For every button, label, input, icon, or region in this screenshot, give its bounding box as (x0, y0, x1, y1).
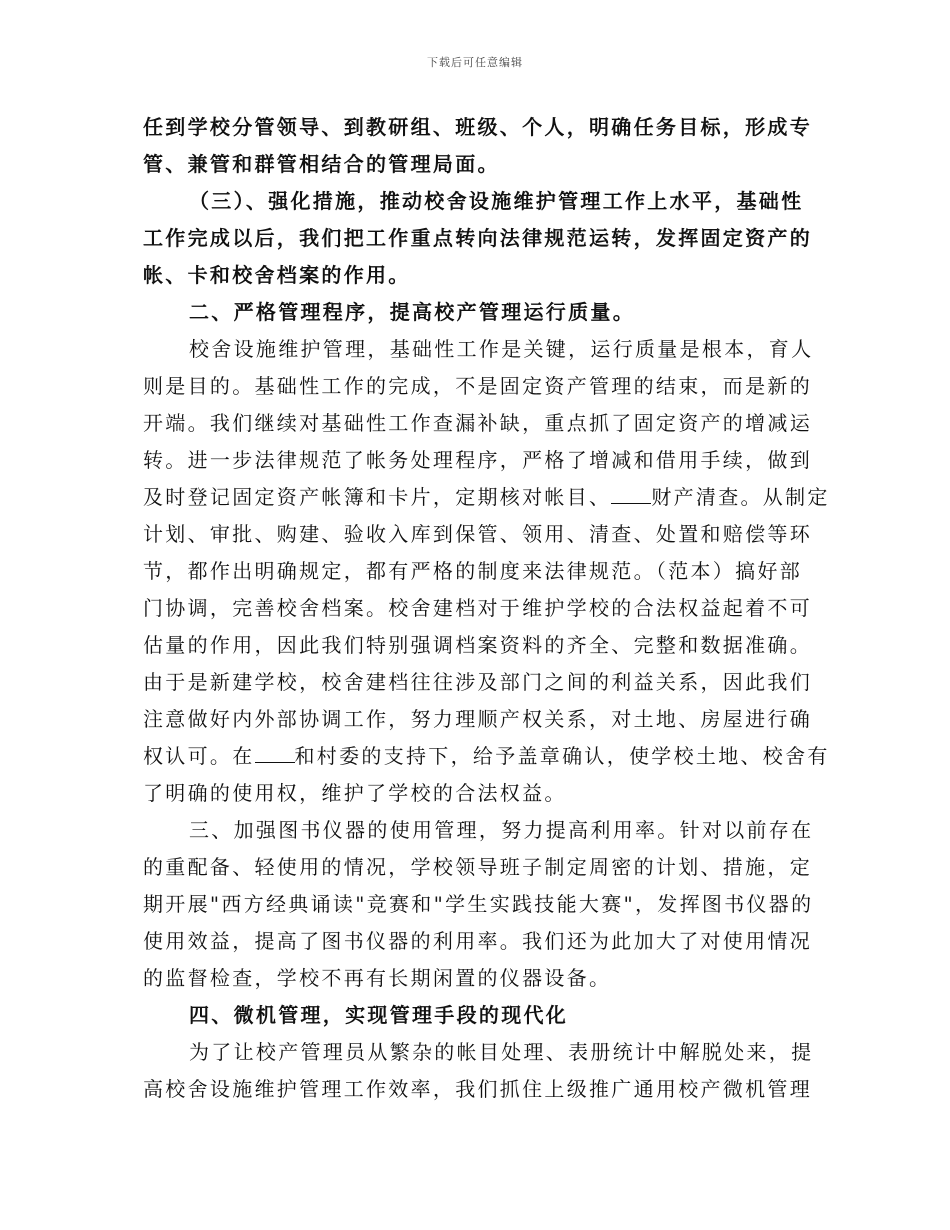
text-line: 节，都作出明确规定，都有严格的制度来法律规范。（范本）搞好部 (143, 559, 802, 583)
text-line: 使用效益，提高了图书仪器的利用率。我们还为此加大了对使用情况 (143, 929, 812, 953)
text-line: 则是目的。基础性工作的完成，不是固定资产管理的结束，而是新的 (143, 374, 812, 398)
text-line: 门协调，完善校舍档案。校舍建档对于维护学校的合法权益起着不可 (143, 596, 812, 620)
text-line: 注意做好内外部协调工作，努力理顺产权关系，对土地、房屋进行确 (143, 707, 812, 731)
blank-underline (611, 481, 651, 504)
text-line: 帐、卡和校舍档案的作用。 (143, 263, 411, 287)
text-line: 管、兼管和群管相结合的管理局面。 (143, 152, 500, 176)
page-header: 下载后可任意编辑 (427, 56, 523, 69)
text-segment: 财产清查。从制定 (651, 485, 830, 509)
text-line: 了明确的使用权，维护了学校的合法权益。 (143, 781, 567, 805)
section-heading: 二、严格管理程序，提高校产管理运行质量。 (189, 300, 635, 324)
text-line-with-blank (143, 479, 830, 516)
text-segment: 及时登记固定资产帐簿和卡片，定期核对帐目、 (143, 485, 612, 509)
text-line: 任到学校分管领导、到教研组、班级、个人，明确任务目标，形成专 (143, 115, 812, 139)
section-heading: （三）、强化措施，推动校舍设施维护管理工作上水平，基础性 (189, 189, 804, 213)
text-line: 为了让校产管理员从繁杂的帐目处理、表册统计中解脱处来，提 (189, 1040, 814, 1064)
text-line: 的重配备、轻使用的情况，学校领导班子制定周密的计划、措施，定 (143, 855, 812, 879)
text-line: 的监督检查，学校不再有长期闲置的仪器设备。 (143, 966, 612, 990)
text-line: 估量的作用，因此我们特别强调档案资料的齐全、完整和数据准确。 (143, 633, 812, 657)
text-line: 工作完成以后，我们把工作重点转向法律规范运转，发挥固定资产的 (143, 226, 812, 250)
blank-underline (255, 740, 295, 763)
text-segment: 和村委的支持下，给予盖章确认，使学校土地、校舍有 (294, 744, 830, 768)
text-line: 计划、审批、购建、验收入库到保管、领用、清查、处置和赔偿等环 (143, 522, 812, 546)
text-line: 校舍设施维护管理，基础性工作是关键，运行质量是根本，育人 (189, 337, 814, 361)
text-line: 高校舍设施维护管理工作效率，我们抓住上级推广通用校产微机管理 (143, 1077, 812, 1101)
section-heading: 四、微机管理，实现管理手段的现代化 (189, 1003, 569, 1027)
text-line: 转。进一步法律规范了帐务处理程序，严格了增减和借用手续，做到 (143, 448, 812, 472)
document-body (143, 109, 830, 1108)
text-line: 三、加强图书仪器的使用管理，努力提高利用率。针对以前存在 (189, 818, 814, 842)
text-line-with-blank (143, 738, 830, 775)
text-line: 开端。我们继续对基础性工作查漏补缺，重点抓了固定资产的增减运 (143, 411, 812, 435)
text-line: 由于是新建学校，校舍建档往往涉及部门之间的利益关系，因此我们 (143, 670, 812, 694)
text-line: 期开展"西方经典诵读"竞赛和"学生实践技能大赛"，发挥图书仪器的 (143, 892, 814, 916)
text-segment: 权认可。在 (143, 744, 255, 768)
